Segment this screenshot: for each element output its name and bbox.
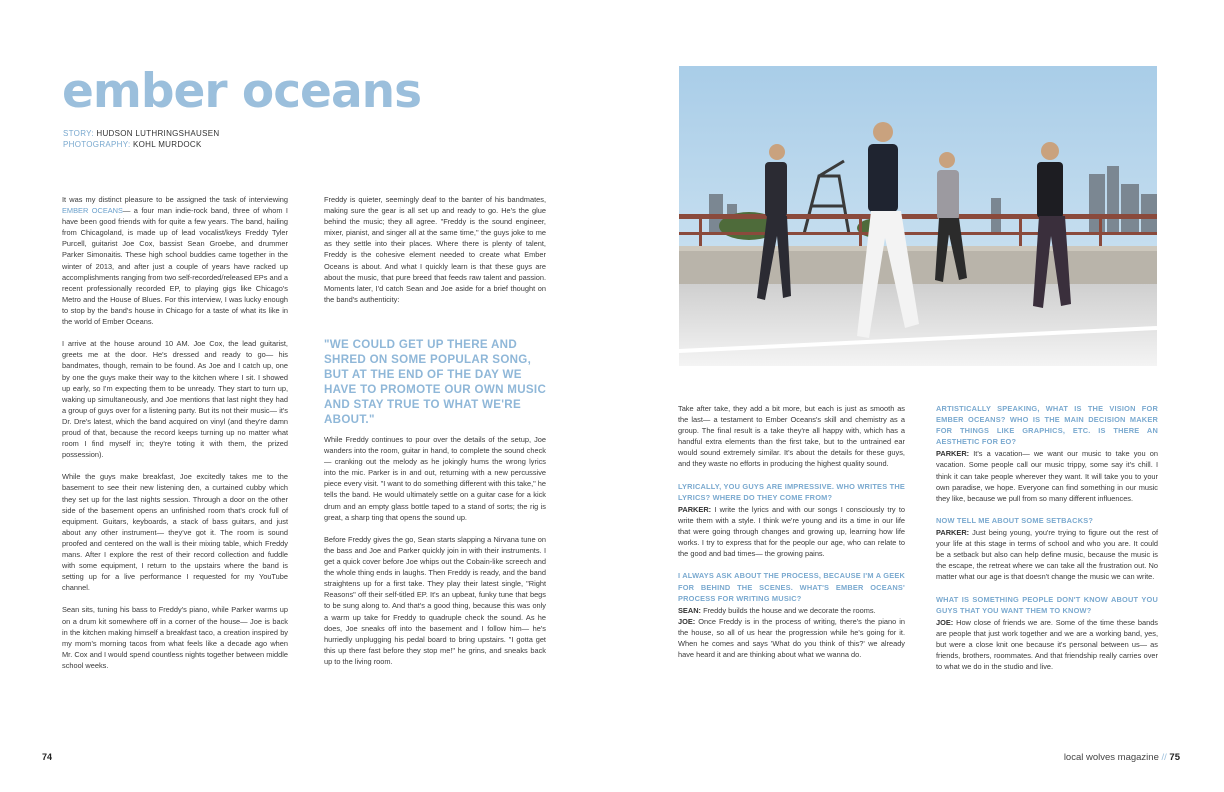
interview-answer: JOE: How close of friends we are. Some of the time these bands are people that just work together and we are a working band, yes, but were a close knit one because it's personal between us— as friends, brothers, roommates. And that friendship really carries over to what we do in the studio and live. bbox=[936, 617, 1158, 672]
article-column-1 bbox=[62, 194, 288, 682]
interview-answer: PARKER: It's a vacation— we want our music to take you on vacation. Some people call our music trippy, some say it's chill. I think it can take people wherever they want. It will take you to your own paradise, we hope. Everyone can find something in our music they like, because we pull from so many different influences. bbox=[936, 449, 1158, 503]
photo-label: PHOTOGRAPHY: bbox=[63, 139, 131, 149]
right-page-footer bbox=[1064, 752, 1180, 763]
interview-question: LYRICALLY, YOU GUYS ARE IMPRESSIVE. WHO WRITES THE LYRICS? WHERE DO THEY COME FROM? bbox=[678, 481, 905, 502]
paragraph: While Freddy continues to pour over the details of the setup, Joe wanders into the room, guitar in hand, to complete the sound check— cranking out the melody as he jokingly hums the wrong lyrics into the mic. Parker is in and out, returning with a new percussive piece every visit. "I want to do something different with this take," he tells the band. He would ultimately settle on a guitar case for a kick drum and an empty glass bottle taped to a stand of sorts; the rig is great, a sharp ting that opens the sound up. bbox=[324, 435, 547, 522]
band-name-highlight: EMBER OCEANS bbox=[62, 206, 123, 216]
interview-answer: SEAN: Freddy builds the house and we decorate the rooms. bbox=[678, 605, 876, 615]
speaker-label: SEAN: bbox=[678, 605, 701, 615]
speaker-label: PARKER: bbox=[936, 449, 970, 459]
interview-question: NOW TELL ME ABOUT SOME SETBACKS? bbox=[936, 515, 1094, 525]
paragraph: While the guys make breakfast, Joe excitedly takes me to the basement to see their new listening den, a curtained cubby which they set up for the last nights session. Through a door on the other side of the basement opens an unfinished room that's crock full of equipment. Guitars, keyboards, a stack of bass guitars, and just about any other instrument— they've got it. The room is sound proofed and centered on the wall is their mixing table, which Freddy mans. After I explore the rest of their record collection and fuddle with some equipment, I return to the upstairs where the band is setting up for a live performance I requested for my YouTube channel. bbox=[62, 472, 288, 593]
interview-answer: PARKER: Just being young, you're trying to figure out the rest of your life at this stage in terms of school and who you are. It could be a setback but also can help define music, because the music is the escape, the retreat where we can take all the frustration out. No matter what our age is that doesn't change the music we can write. bbox=[936, 528, 1159, 582]
story-credit bbox=[63, 129, 219, 140]
footer-separator: // bbox=[1161, 752, 1167, 763]
story-author: HUDSON LUTHRINGSHAUSEN bbox=[96, 129, 220, 138]
paragraph: I arrive at the house around 10 AM. Joe Cox, the lead guitarist, greets me at the door. He's dressed and ready to go— his bandmates, though, remain to be found. As Joe and I catch up, one by one the guys make their way to the kitchen where I sit. I showed up early, so I'm expecting them to be unready. They start to turn up, waking up simultaneously, and Joe mentions that last night they had a group of guys over for a listening party. But its not their music— it's Dr. Dre's latest, which the band acquired on vinyl (and they're damn proud of that, because the record keeps turning up no matter what room I find myself in; they're toting it with them, the prized possession). bbox=[62, 339, 288, 460]
left-page-number: 74 bbox=[42, 752, 53, 762]
article-title: ember oceans bbox=[62, 64, 422, 119]
paragraph-intro: It was my distinct pleasure to be assigned the task of interviewing EMBER OCEANS— a four man indie-rock band, three of whom I have been good friends with for quite a few years. The band, hailing from Chicagoland, is made up of lead vocalist/keys Freddy Tyler Purcell, guitarist Joe Cox, bassist Sean Groebe, and drummer Parker Simonaitis. These high school buddies came together in the winter of 2013, and after just a couple of years have racked up accomplishments ranging from two self-recorded/released EPs and a recent professionally recorded EP, to playing gigs like Chicago's Metro and the House of Blues. For this interview, I was lucky enough to stop by the band's house in Chicago for a taste of what its like in the world of Ember Oceans. bbox=[62, 195, 288, 327]
speaker-label: JOE: bbox=[678, 616, 696, 626]
magazine-name: local wolves magazine bbox=[1063, 752, 1159, 763]
paragraph: Sean sits, tuning his bass to Freddy's piano, while Parker warms up on a drum kit somewhere off in a corner of the house— Joe is back in the kitchen making himself a breakfast taco, a creation inspired by my mom's morning tacos from what feels like a decade ago when Mr. Cox and I would spend countless nights together between middle school weeks. bbox=[62, 605, 288, 670]
interview-question: WHAT IS SOMETHING PEOPLE DON'T KNOW ABOUT YOU GUYS THAT YOU WANT THEM TO KNOW? bbox=[936, 594, 1158, 615]
story-label: STORY: bbox=[63, 129, 94, 138]
paragraph: Take after take, they add a bit more, but each is just as smooth as the last— a testament to Ember Oceans's skill and chemistry as a group. The final result is a take they're all happy with, which has a handful extra elements than the first take, but to the untrained ear would sound extremely similar. It's about the details for these guys, and they waste no efforts in producing the highest quality sound. bbox=[678, 404, 905, 469]
right-page-number: 75 bbox=[1169, 752, 1180, 763]
interview-question: ARTISTICALLY SPEAKING, WHAT IS THE VISION FOR EMBER OCEANS? WHO IS THE MAIN DECISION MAKER FOR THINGS LIKE GRAPHICS, ETC. IS THERE AN AESTHETIC FOR EO? bbox=[936, 404, 1158, 447]
article-column-4 bbox=[936, 403, 1158, 683]
article-column-3 bbox=[678, 403, 905, 671]
photo-credit bbox=[63, 140, 219, 151]
interview-answer: PARKER: I write the lyrics and with our songs I consciously try to write them with a style. I think we're young and its a time in our life that were going through changes and growing up, learning how life works. I try to express that for the people our age, who can relate to the good and bad times— the growing pains. bbox=[678, 504, 905, 559]
paragraph: Before Freddy gives the go, Sean starts slapping a Nirvana tune on the bass and Joe and Parker quickly join in with their instruments. I get a quick cover before Joe whips out the Cobain-like screech and the whole thing ends in laughs. Then Freddy is ready, and the band straightens up for a first take. They play their latest single, "Right Reasons" off their self-titled EP. It's an upbeat, funky tune that begs to be sung along to. And that's a good thing, because this was only a warm up take for Freddy to quadruple check the sound. As he does, Joe sneaks off into the basement and I follow him— he's hurriedly unplugging his pedal board to bring upstairs. "I gotta get this up there fast before they stop me!" he grins, and sneaks back up to the living room. bbox=[324, 534, 546, 666]
interview-question: I ALWAYS ASK ABOUT THE PROCESS, BECAUSE I'M A GEEK FOR BEHIND THE SCENES. WHAT'S EMBER OCEANS' PROCESS FOR WRITING MUSIC? bbox=[678, 571, 905, 603]
speaker-label: PARKER: bbox=[936, 528, 970, 538]
article-column-2-top bbox=[324, 194, 546, 316]
speaker-label: JOE: bbox=[936, 617, 954, 627]
paragraph: Freddy is quieter, seemingly deaf to the banter of his bandmates, making sure the gear is all set up and ready to go. He's the glue behind the music; they all agree. "Freddy is the sound engineer, mixer, pianist, and singer all at the same time," the guys joke to me as they settle into their places. Where there is plenty of talent, Freddy is the cohesive element needed to create what Ember Oceans is about. And what I quickly learn is that these guys are about the music, that pure breed that feeds raw talent and passion. Moments later, I'd catch Sean and Joe aside for a brief thought on the band's authenticity: bbox=[324, 195, 546, 304]
speaker-label: PARKER: bbox=[678, 504, 712, 514]
credits bbox=[63, 129, 219, 150]
interview-answer: JOE: Once Freddy is in the process of writing, there's the piano in the house, so all of us hear the progression while he's going for it. When he comes and says 'What do you think of this?' we already have heard it and are thinking about what we wanna do. bbox=[678, 616, 905, 660]
article-column-2-bottom bbox=[324, 434, 546, 678]
photographer: KOHL MURDOCK bbox=[133, 139, 202, 149]
band-photo bbox=[679, 66, 1157, 366]
pull-quote: "WE COULD GET UP THERE AND SHRED ON SOME POPULAR SONG, BUT AT THE END OF THE DAY WE HAVE TO PROMOTE OUR OWN MUSIC AND STAY TRUE TO WHAT WE'RE ABOUT." bbox=[324, 338, 547, 426]
